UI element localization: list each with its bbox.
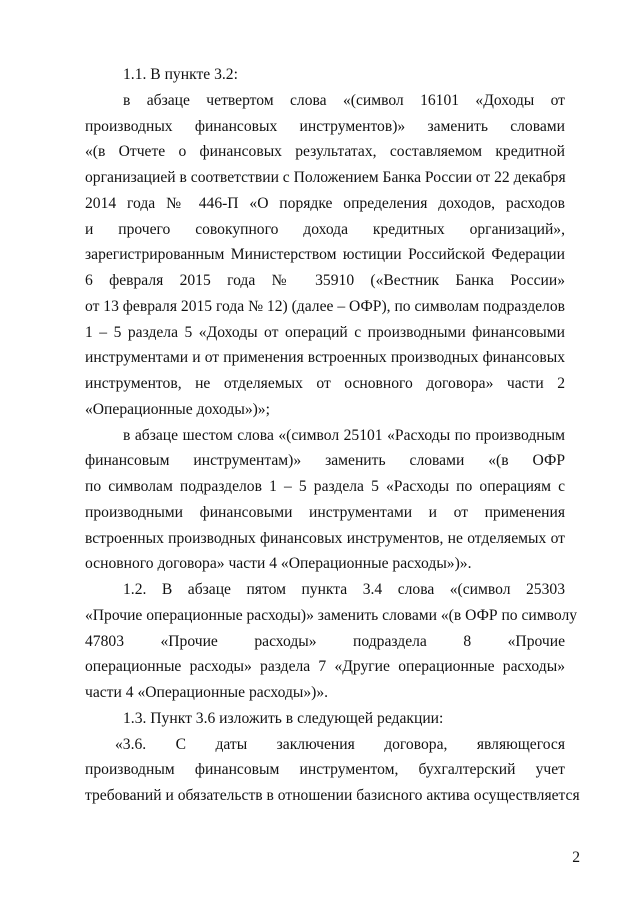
paragraph-line: по символам подразделов 1 – 5 раздела 5 «Расходы по операциям с [85, 478, 565, 495]
paragraph-line: 1.1. В пункте 3.2: [123, 66, 238, 83]
paragraph-line: производным финансовым инструментом, бухгалтерский учет [85, 761, 565, 779]
document-body [85, 62, 580, 809]
paragraph-line: организацией в соответствии с Положением Банка России от 22 декабря [85, 169, 566, 186]
paragraph-line: в абзаце шестом слова «(символ 25101 «Расходы по производным [123, 426, 565, 444]
paragraph-line: производными финансовыми инструментами и от применения [85, 503, 565, 521]
paragraph-line: «(в Отчете о финансовых результатах, составляемом кредитной [85, 143, 565, 161]
page-number: 2 [572, 849, 580, 866]
paragraph-line: 1.3. Пункт 3.6 изложить в следующей редакции: [123, 709, 444, 727]
paragraph-line: 6 февраля 2015 года № 35910 («Вестник Банка России» [85, 272, 565, 289]
paragraph-line: финансовым инструментам)» заменить словами «(в ОФР [85, 452, 565, 470]
paragraph-line: в абзаце четвертом слова «(символ 16101 «Доходы от [123, 91, 565, 109]
paragraph-line: встроенных производных финансовых инструментов, не отделяемых от [85, 529, 565, 547]
paragraph-line: операционные расходы» раздела 7 «Другие операционные расходы» [85, 658, 565, 676]
paragraph-line: «Операционные доходы»)»; [85, 400, 270, 418]
paragraph-line: инструментов, не отделяемых от основного договора» части 2 [85, 375, 565, 392]
paragraph-line: «3.6. С даты заключения договора, являющегося [115, 735, 565, 753]
paragraph-line: инструментами и от применения встроенных производных финансовых [85, 349, 565, 367]
paragraph-line: 1.2. В абзаце пятом пункта 3.4 слова «(символ 25303 [123, 581, 565, 598]
paragraph-line: части 4 «Операционные расходы»)». [85, 684, 329, 701]
paragraph-line: основного договора» части 4 «Операционные расходы»)». [85, 555, 472, 573]
paragraph-line: зарегистрированным Министерством юстиции Российской Федерации [85, 246, 565, 264]
paragraph-line: требований и обязательств в отношении базисного актива осуществляется [85, 787, 580, 804]
paragraph-line: 47803 «Прочие расходы» подраздела 8 «Прочие [85, 632, 565, 650]
paragraph-line: от 13 февраля 2015 года № 12) (далее – ОФР), по символам подразделов [85, 297, 565, 315]
paragraph-line: 1 – 5 раздела 5 «Доходы от операций с производными финансовыми [85, 323, 565, 341]
paragraph-line: 2014 года № 446-П «О порядке определения доходов, расходов [85, 194, 565, 212]
paragraph-line: производных финансовых инструментов)» заменить словами [85, 117, 565, 135]
paragraph-line: и прочего совокупного дохода кредитных организаций», [85, 220, 565, 238]
paragraph-line: «Прочие операционные расходы)» заменить словами «(в ОФР по символу [85, 606, 578, 624]
